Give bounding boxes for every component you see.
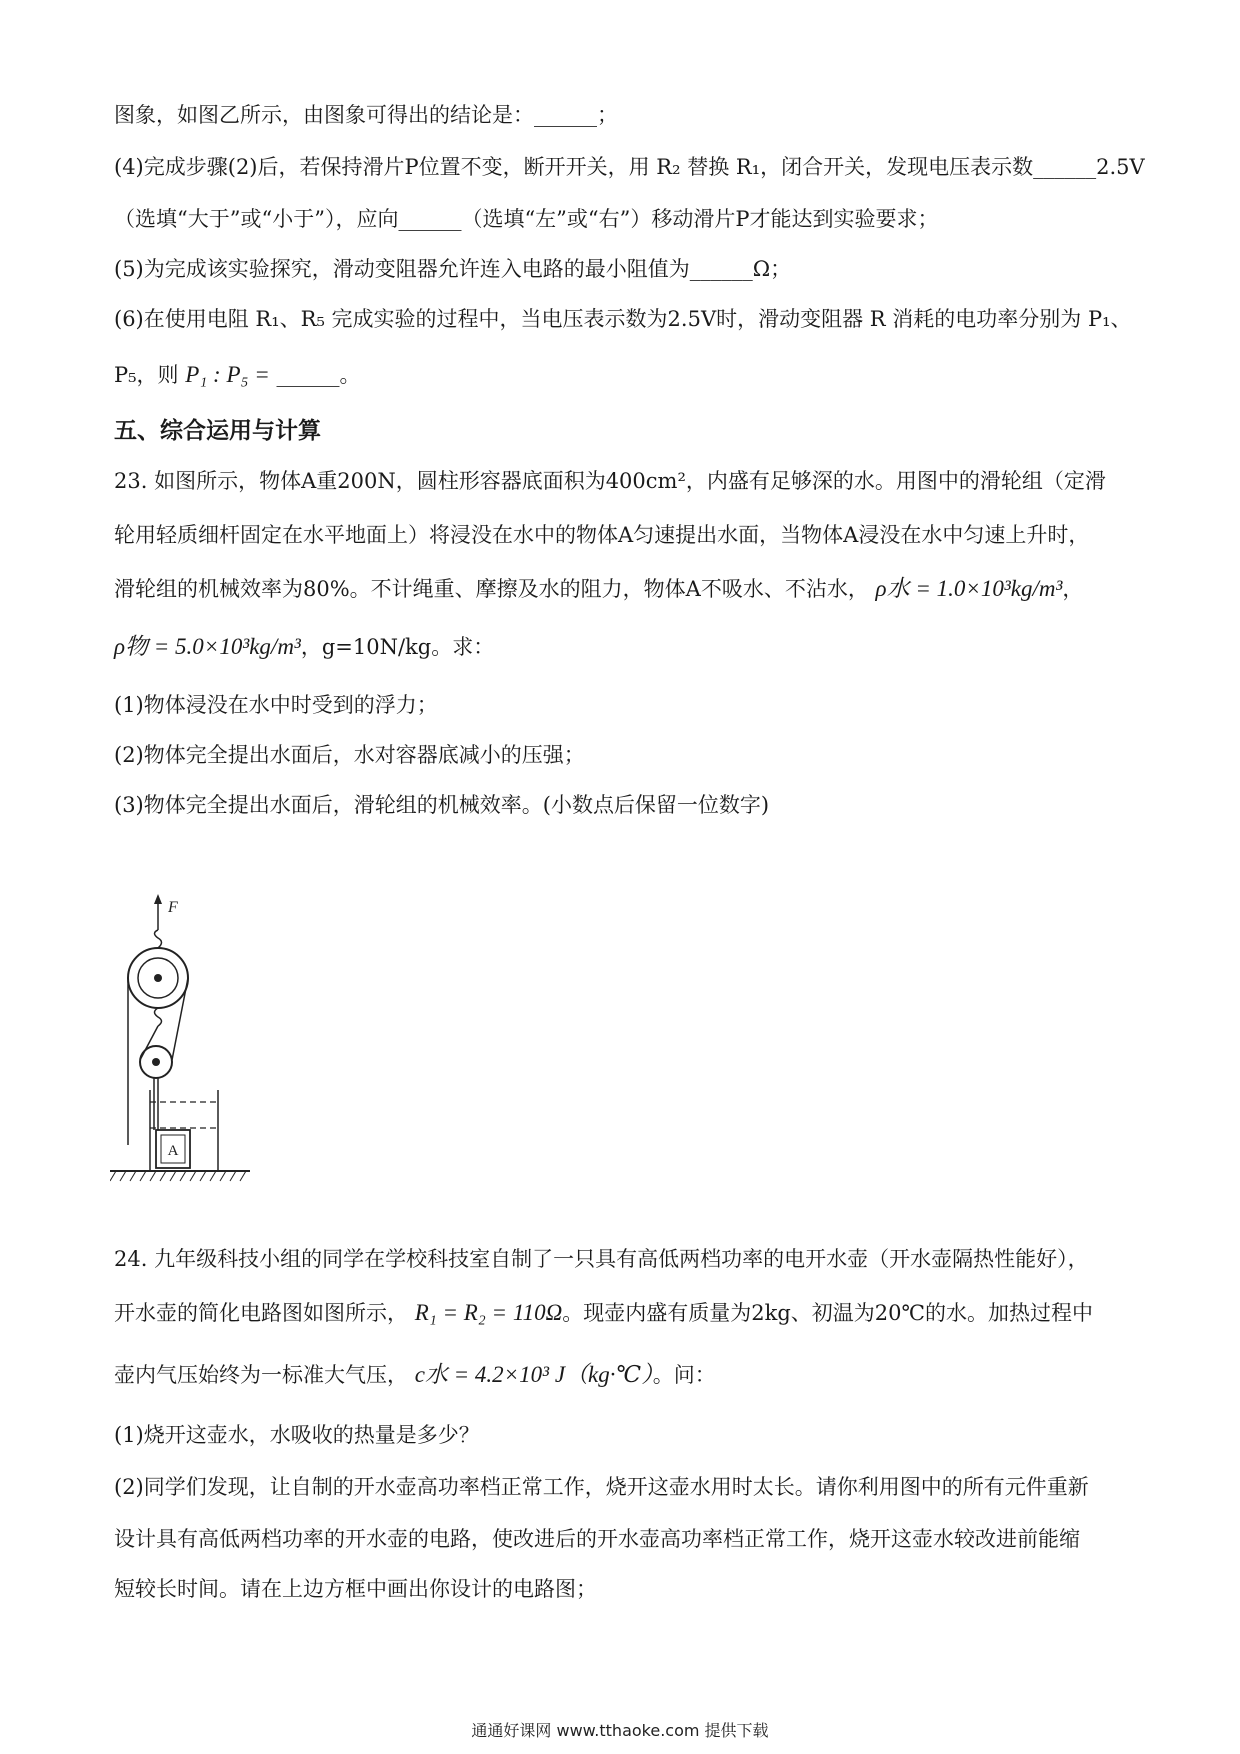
question-23-line: 轮用轻质细杆固定在水平地面上）将浸没在水中的物体A匀速提出水面，当物体A浸没在水中匀速上升时， [114,523,1090,547]
question-23-part: (1)物体浸没在水中时受到的浮力； [114,693,438,717]
text-fragment: 开水壶的简化电路图如图所示， [114,1301,408,1325]
question-24-part: (2)同学们发现，让自制的开水壶高功率档正常工作，烧开这壶水用时太长。请你利用图中的所有元件重新 [114,1475,1089,1499]
text-fragment: 。现壶内盛有质量为2kg、初温为20℃的水。加热过程中 [562,1301,1093,1325]
text-fragment: 。问： [652,1363,716,1387]
lower-pulley-axle [152,1058,160,1066]
question-24-part: 设计具有高低两档功率的开水壶的电路，使改进后的开水壶高功率档正常工作，烧开这壶水较改进前能缩 [114,1527,1080,1551]
force-arrowhead [154,894,162,904]
question-23-part: (2)物体完全提出水面后，水对容器底减小的压强； [114,743,585,767]
resistance-formula: R₁ = R₂ = 110Ω [414,1300,563,1325]
section-heading: 五、综合运用与计算 [114,418,321,444]
text-fragment: 滑轮组的机械效率为80%。不计绳重、摩擦及水的阻力，物体A不吸水、不沾水， [114,577,869,601]
ratio-formula: P₁ : P₅ = [185,362,270,387]
object-density-formula: ρ物 = 5.0×10³kg/m³ [114,634,301,659]
question-24-part: (1)烧开这壶水，水吸收的热量是多少？ [114,1423,480,1447]
force-label: F [168,899,178,916]
question-23-part: (3)物体完全提出水面后，滑轮组的机械效率。(小数点后保留一位数字) [114,793,770,817]
question-24-part: 短较长时间。请在上边方框中画出你设计的电路图； [114,1577,597,1601]
question-23-line: 23. 如图所示，物体A重200N，圆柱形容器底面积为400cm²，内盛有足够深的水。用图中的滑轮组（定滑 [114,469,1106,493]
page-footer: 通通好课网 www.tthaoke.com 提供下载 [471,1721,769,1740]
text-line: 图象，如图乙所示，由图象可得出的结论是：______； [114,103,618,127]
text-fragment: ，g=10N/kg。求： [300,635,495,659]
pulley-system-figure [110,890,250,1190]
question-23-line [114,574,1140,604]
question-24-line [114,1360,1140,1390]
upper-pulley-axle [154,974,162,982]
text-fragment: ， [1062,577,1084,601]
question-23-line [114,632,1140,662]
text-line: (6)在使用电阻 R₁、R₅ 完成实验的过程中，当电压表示数为2.5V时，滑动变阻器 R 消耗的电功率分别为 P₁、 [114,307,1132,331]
middle-hook-icon [155,1008,162,1026]
text-line: (4)完成步骤(2)后，若保持滑片P位置不变，断开开关，用 R₂ 替换 R₁，闭合开关，发现电压表示数______2.5V [114,155,1145,179]
top-hook-icon [155,930,162,948]
question-24-line: 24. 九年级科技小组的同学在学校科技室自制了一只具有高低两档功率的电开水壶（开水壶隔热性能好）， [114,1247,1089,1271]
ground-hatching [110,1171,246,1181]
text-fragment: P₅，则 [114,363,186,387]
block-label: A [167,1143,179,1159]
text-line: (5)为完成该实验探究，滑动变阻器允许连入电路的最小阻值为______Ω； [114,257,792,281]
text-line: （选填“大于”或“小于”），应向______（选填“左”或“右”）移动滑片P才能达到实验要求； [114,207,939,231]
text-line [114,360,1140,390]
water-density-formula: ρ水 = 1.0×10³kg/m³ [875,576,1063,601]
specific-heat-formula: c水 = 4.2×10³ J（kg·℃） [414,1362,653,1387]
question-24-line [114,1298,1140,1328]
text-fragment: ______。 [269,363,361,387]
text-fragment: 壶内气压始终为一标准大气压， [114,1363,408,1387]
